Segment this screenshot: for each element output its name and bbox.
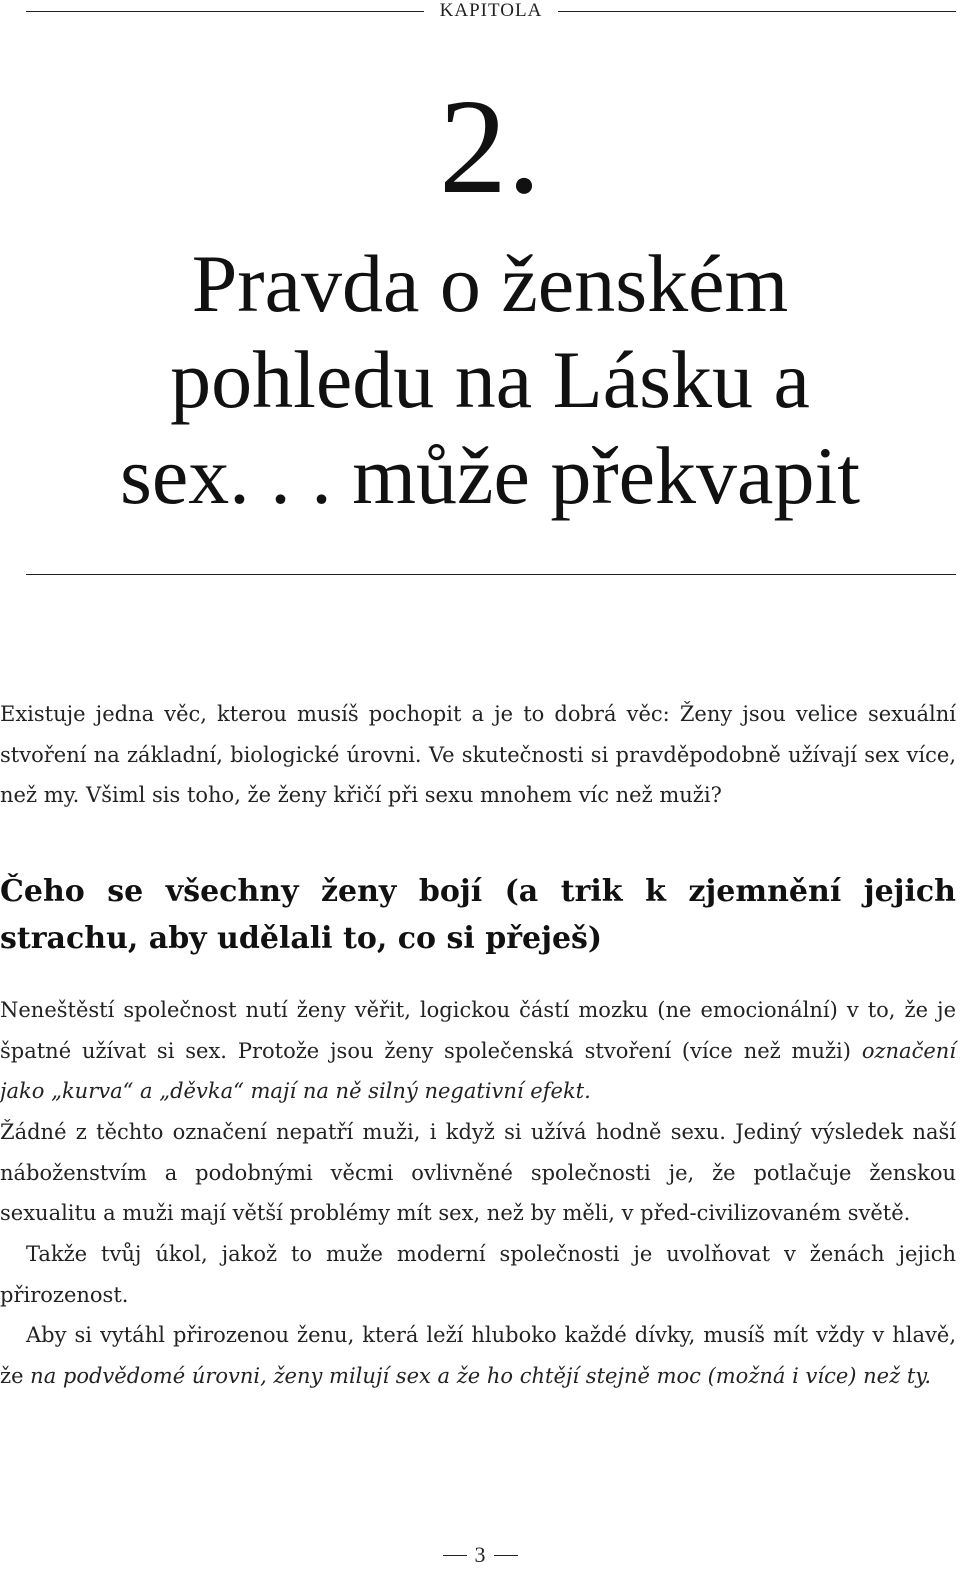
paragraph-natural-woman-italic: na podvědomé úrovni, ženy milují sex a že ho chtějí stejně moc (možná i více) než ty. [30, 1363, 932, 1388]
chapter-title-line1: Pravda o ženském [191, 238, 789, 329]
chapter-header [26, 0, 956, 22]
paragraph-natural-woman [0, 1315, 956, 1396]
page-number: 3 [474, 1542, 486, 1567]
title-divider [26, 574, 956, 575]
paragraph-task: Takže tvůj úkol, jakož to muže moderní společnosti je uvolňovat v ženách jejich přirozenost. [0, 1242, 956, 1307]
page-number-dash-right [494, 1555, 518, 1556]
chapter-number: 2. [439, 72, 541, 222]
kapitola-label: KAPITOLA [439, 0, 543, 21]
paragraph-natural-woman-text: Aby si vytáhl přirozenou ženu, která leží hluboko každé dívky, musíš mít vždy v hlavě, že [0, 1323, 956, 1388]
paragraph-society-italic: označení jako „kurva“ a „děvka“ mají na ně silný negativní efekt. [0, 1038, 956, 1103]
paragraph-society-text: Neneštěstí společnost nutí ženy věřit, logickou částí mozku (ne emocionální) v to, že je špatné užívat si sex. Protože jsou ženy společenská stvoření (více než muži) [0, 998, 956, 1063]
header-rule-right [558, 11, 956, 12]
chapter-title-line2: pohledu na Lásku a [170, 334, 810, 425]
header-rule-left [26, 11, 424, 12]
section-heading: Čeho se všechny ženy bojí (a trik k zjemnění jejich strachu, aby udělali to, co si přeješ) [0, 874, 956, 956]
chapter-title [10, 236, 960, 524]
page-footer [430, 1540, 530, 1570]
paragraph-society [0, 990, 956, 1112]
intro-paragraph: Existuje jedna věc, kterou musíš pochopit a je to dobrá věc: Ženy jsou velice sexuální stvoření na základní, biologické úrovni. Ve skutečnosti si pravděpodobně užívají sex více, než my. Všiml sis toho, že ženy křičí při sexu mnohem víc než muži? [0, 702, 956, 807]
paragraph-labels: Žádné z těchto označení nepatří muži, i když si užívá hodně sexu. Jediný výsledek naší náboženstvím a podobnými věcmi ovlivněné společnosti je, že potlačuje ženskou sexualitu a muži mají větší problémy mít sex, než by měli, v před-civilizovaném světě. [0, 1120, 956, 1225]
chapter-title-line3: sex. . . může překvapit [119, 430, 861, 521]
page-number-dash-left [443, 1555, 467, 1556]
